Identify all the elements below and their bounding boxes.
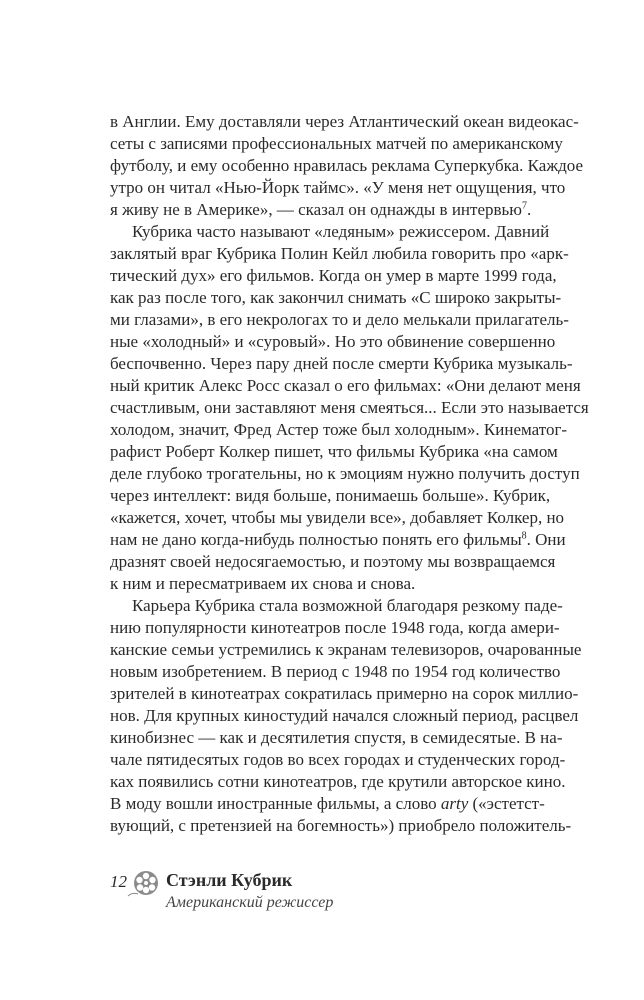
text-line: футболу, и ему особенно нравилась реклама Суперкубка. Каждое	[110, 156, 583, 175]
page-number: 12	[110, 872, 127, 891]
text-line: к ним и пересматриваем их снова и снова.	[110, 574, 416, 593]
footnote-ref: 7	[521, 200, 527, 212]
text-line: рафист Роберт Колкер пишет, что фильмы Кубрика «на самом	[110, 442, 558, 461]
text-line: тический дух» его фильмов. Когда он умер в марте 1999 года,	[110, 266, 557, 285]
text-line: В моду вошли иностранные фильмы, а слово arty («эстетст-	[110, 794, 545, 813]
text-line: нов. Для крупных киностудий начался сложный период, расцвел	[110, 706, 579, 725]
text-line: беспочвенно. Через пару дней после смерти Кубрика музыкаль-	[110, 354, 573, 373]
film-reel-icon	[126, 870, 160, 900]
text-line: канские семьи устремились к экранам телевизоров, очарованные	[110, 640, 582, 659]
text-line: чале пятидесятых годов во всех городах и студенческих город-	[110, 750, 566, 769]
text-line: сеты с записями профессиональных матчей по американскому	[110, 134, 563, 153]
body-text	[110, 111, 589, 837]
text-line: кинобизнес — как и десятилетия спустя, в семидесятые. В на-	[110, 728, 563, 747]
text-line: дразнят своей недосягаемостью, и поэтому мы возвращаемся	[110, 552, 556, 571]
text-line: холодом, значит, Фред Астер тоже был холодным». Кинематог-	[110, 420, 568, 439]
text-line: заклятый враг Кубрика Полин Кейл любила говорить про «арк-	[110, 244, 569, 263]
text-line: Карьера Кубрика стала возможной благодаря резкому паде-	[132, 596, 563, 615]
text-line: я живу не в Америке», — сказал он однажды в интервью$^7$.	[110, 200, 532, 219]
text-line: утро он читал «Нью-Йорк таймс». «У меня нет ощущения, что	[110, 178, 566, 197]
text-line: деле глубоко трогательны, но к эмоциям нужно получить доступ	[110, 464, 580, 483]
text-line: в Англии. Ему доставляли через Атлантический океан видеокас-	[110, 112, 579, 131]
text-line: ный критик Алекс Росс сказал о его фильмах: «Они делают меня	[110, 376, 581, 395]
text-line: ках появились сотни кинотеатров, где крутили авторское кино.	[110, 772, 566, 791]
text-line: через интеллект: видя больше, понимаешь больше». Кубрик,	[110, 486, 551, 505]
text-line: как раз после того, как закончил снимать «С широко закрыты-	[110, 288, 562, 307]
text-line: ные «холодный» и «суровый». Но это обвинение совершенно	[110, 332, 556, 351]
text-line: ми глазами», в его некрологах то и дело мелькали прилагатель-	[110, 310, 569, 329]
text-line: Кубрика часто называют «ледяным» режиссером. Давний	[132, 222, 550, 241]
text-line: счастливым, они заставляют меня смеяться... Если это называется	[110, 398, 589, 417]
text-line: нам не дано когда-нибудь полностью понять его фильмы$^8$. Они	[110, 530, 566, 549]
footnote-ref: 8	[521, 530, 527, 542]
text-line: новым изобретением. В период с 1948 по 1954 год количество	[110, 662, 561, 681]
text-line: вующий, с претензией на богемность») приобрело положитель-	[110, 816, 572, 835]
book-subtitle: Американский режиссер	[166, 894, 334, 911]
text-line: «кажется, хочет, чтобы мы увидели все», добавляет Колкер, но	[110, 508, 565, 527]
text-line: нию популярности кинотеатров после 1948 года, когда амери-	[110, 618, 560, 637]
text-line: зрителей в кинотеатрах сократилась примерно на сорок миллио-	[110, 684, 579, 703]
book-title: Стэнли Кубрик	[166, 870, 293, 890]
